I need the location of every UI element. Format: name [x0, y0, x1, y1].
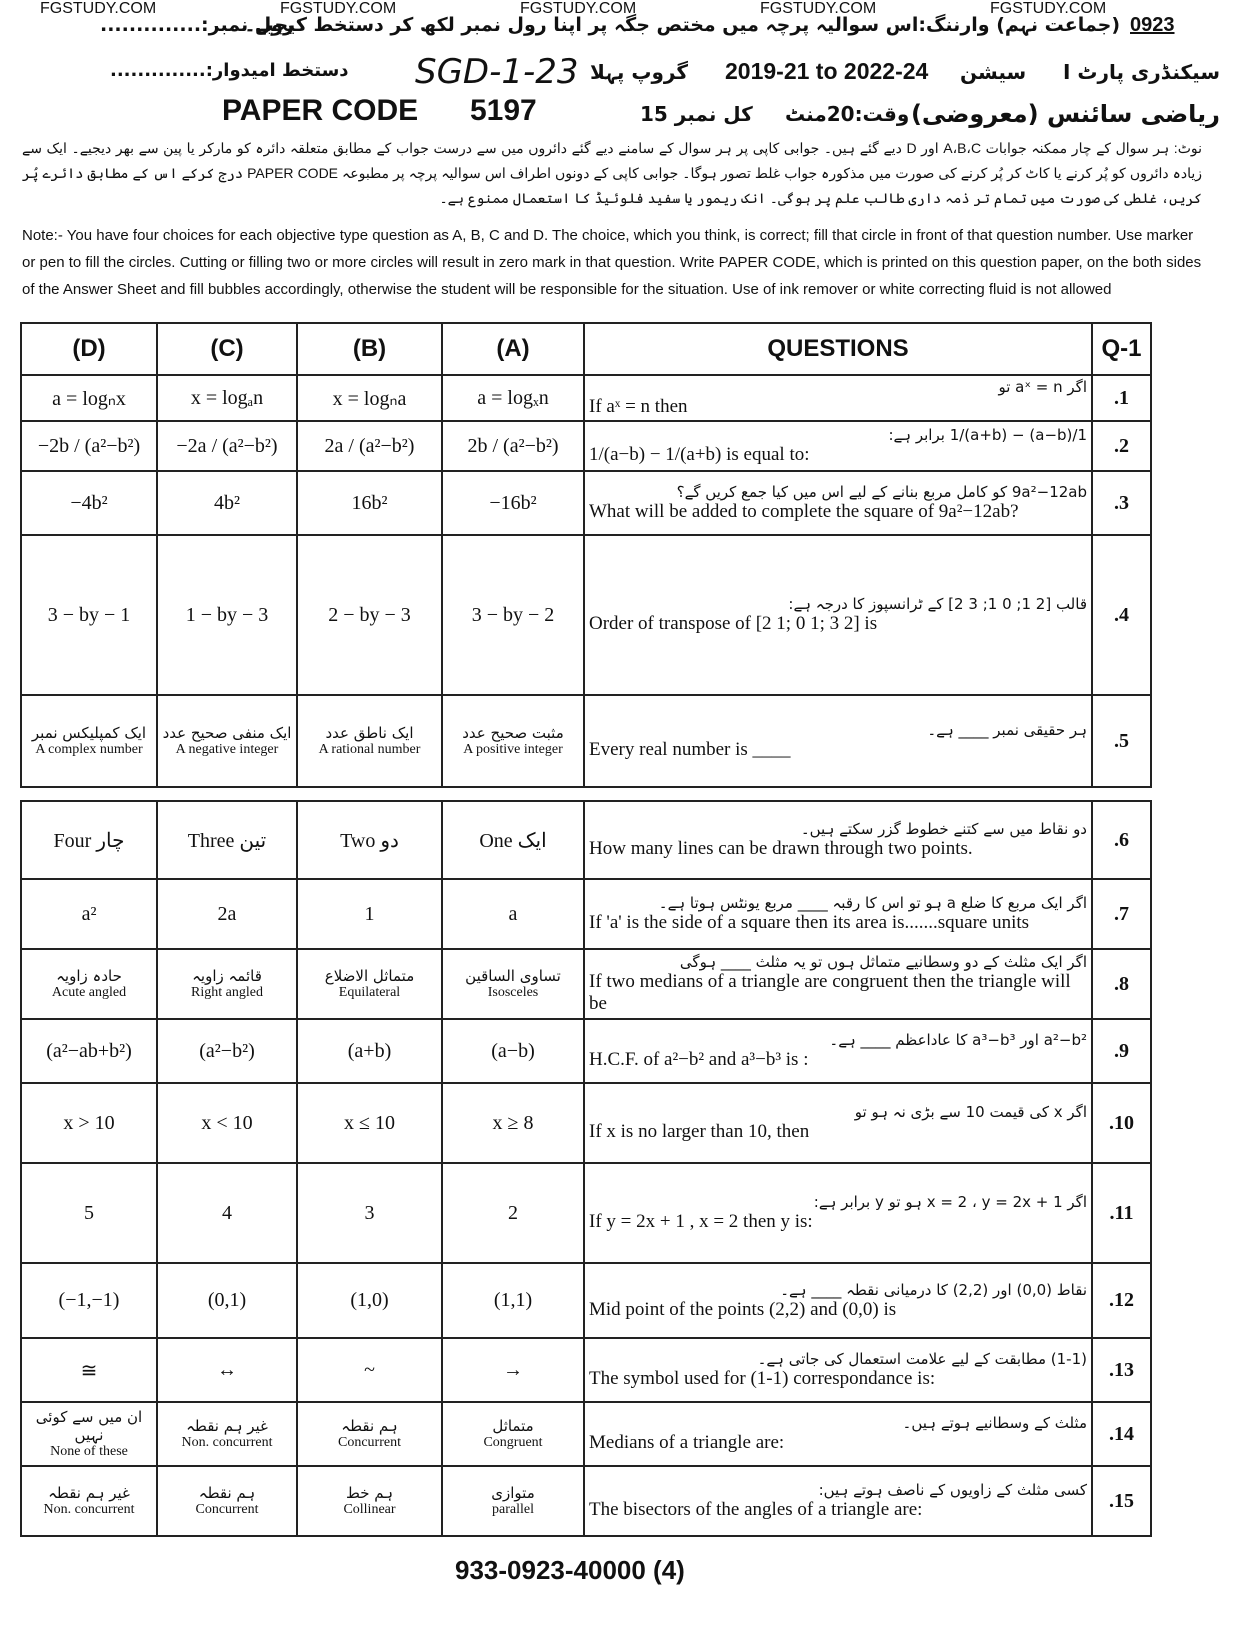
subject-title: ریاضی سائنس (معروضی) — [910, 100, 1220, 128]
option-a-english: Congruent — [483, 1435, 543, 1450]
question-urdu: ہر حقیقی نمبر ____ ہے۔ — [927, 721, 1087, 739]
question-number: .13 — [1092, 1338, 1151, 1402]
option-b — [297, 375, 442, 421]
option-d-text: a² — [81, 902, 97, 925]
option-a — [442, 375, 584, 421]
option-c-text: 2a — [217, 902, 237, 925]
option-d — [21, 879, 157, 949]
question-row — [21, 1019, 1151, 1083]
option-d — [21, 375, 157, 421]
question-text — [584, 1019, 1092, 1083]
question-urdu: قالب [2 1; 0 1; 3 2] کے ٹرانسپوز کا درجہ ہے: — [788, 595, 1087, 613]
column-b-header: (B) — [297, 323, 442, 375]
watermark: FGSTUDY.COM — [760, 0, 877, 17]
question-number: .14 — [1092, 1402, 1151, 1466]
option-d-text: Four چار — [53, 829, 125, 852]
question-english: Every real number is ____ — [589, 739, 791, 760]
option-c — [157, 1466, 297, 1536]
option-b-english: A rational number — [318, 742, 421, 757]
session-years: 2019-21 to 2022-24 — [725, 58, 929, 84]
question-urdu: a²−b² اور a³−b³ کا عاداعظم ____ ہے۔ — [829, 1031, 1087, 1049]
option-d-text: (−1,−1) — [58, 1289, 120, 1311]
footer-code: 933-0923-40000 (4) — [455, 1555, 685, 1585]
handwritten-code: SGD-1-23 — [415, 52, 579, 92]
option-a — [442, 471, 584, 535]
question-urdu: اگر aˣ = n تو — [998, 378, 1087, 396]
question-row — [21, 1466, 1151, 1536]
option-a — [442, 1402, 584, 1466]
total-marks: کل نمبر 15 — [640, 102, 753, 126]
option-c-urdu: غیر ہم نقطہ — [186, 1417, 268, 1435]
option-a-text: → — [503, 1358, 523, 1381]
option-b — [297, 695, 442, 787]
question-number: .2 — [1092, 421, 1151, 471]
option-b-text: x = logₙa — [332, 387, 407, 410]
option-d — [21, 1466, 157, 1536]
option-a — [442, 1338, 584, 1402]
option-a-urdu: متماثل — [492, 1417, 534, 1435]
time-allowed: وقت:20منٹ — [785, 102, 910, 126]
instructions-urdu: نوٹ: ہر سوال کے چار ممکنہ جوابات A،B،C اور D دیے گئے ہیں۔ جوابی کاپی پر ہر سوال کے سامنے دیے گئے دائروں میں سے درست جواب کے مطابق متعلقہ دائرہ کو مارکر یا پین سے بھر دیجیے۔ ایک سے زیادہ دائروں کو پُر کرنے یا کاٹ کر پُر کرنے کی صورت میں مذکورہ جواب غلط تصور ہوگا۔ جوابی کاپی کے دونوں اطراف اس سوالیہ پرچہ پر مطبوعہ PAPER CODE درج کرکے اس کے مطابق دائرے پُر کریں، غلطی کی صورت میں تمام تر ذمہ داری طالب علم پر ہوگی۔ انک ریمور یا سفید فلوئیڈ کا استعمال ممنوع ہے۔ — [22, 140, 1202, 206]
option-a-text: −16b² — [489, 491, 537, 514]
option-d — [21, 471, 157, 535]
question-text — [584, 421, 1092, 471]
option-d-text: 5 — [84, 1201, 94, 1224]
option-c — [157, 1083, 297, 1163]
question-text — [584, 695, 1092, 787]
question-row — [21, 1163, 1151, 1263]
option-d-english: Non. concurrent — [43, 1502, 135, 1517]
option-a-text: a — [508, 902, 518, 925]
option-a-english: Isosceles — [487, 985, 539, 1000]
question-english: 1/(a−b) − 1/(a+b) is equal to: — [589, 444, 810, 465]
instructions-english: Note:- You have four choices for each objective type question as A, B, C and D. The choice, which you think, is correct; fill that circle in front of that question number. Use marker or pen to fill the circles. Cutting or filling two or more circles will result in zero mark in that question. Write PAPER CODE, which is printed on this question paper, on the both sides of the Answer Sheet and fill bubbles accordingly, otherwise the student will be responsible for the situation. Use of ink remover or white correcting fluid is not allowed — [22, 227, 1202, 298]
question-urdu: اگر ایک مربع کا ضلع a ہو تو اس کا رقبہ ____ مربع یونٹس ہوتا ہے۔ — [658, 894, 1087, 912]
paper-code: 5197 — [470, 94, 537, 127]
question-row — [21, 535, 1151, 695]
option-c-urdu: ہم نقطہ — [198, 1484, 256, 1502]
question-english: Order of transpose of [2 1; 0 1; 3 2] is — [589, 613, 878, 634]
option-b-urdu: متماثل الاضلاع — [324, 967, 415, 985]
option-b — [297, 949, 442, 1019]
option-d — [21, 801, 157, 879]
paper-code-label: PAPER CODE — [222, 94, 419, 127]
option-b-text: ~ — [364, 1358, 375, 1381]
question-number-header: Q-1 — [1092, 323, 1151, 375]
watermark: FGSTUDY.COM — [520, 0, 637, 17]
option-c — [157, 535, 297, 695]
column-a-header: (A) — [442, 323, 584, 375]
table-header-row — [21, 323, 1151, 375]
option-c-english: Concurrent — [195, 1502, 259, 1517]
option-c-text: Three تین — [187, 829, 267, 852]
question-english: If x is no larger than 10, then — [589, 1121, 810, 1142]
option-a-urdu: مثبت صحیح عدد — [462, 724, 564, 742]
watermark: FGSTUDY.COM — [280, 0, 397, 17]
option-c — [157, 471, 297, 535]
option-a — [442, 879, 584, 949]
question-row — [21, 1402, 1151, 1466]
question-text — [584, 1466, 1092, 1536]
question-english: If aˣ = n then — [589, 396, 688, 417]
option-a — [442, 695, 584, 787]
option-a — [442, 1163, 584, 1263]
option-b-urdu: ایک ناطق عدد — [325, 724, 414, 742]
question-urdu: دو نقاط میں سے کتنے خطوط گزر سکتے ہیں۔ — [800, 820, 1087, 838]
question-text — [584, 949, 1092, 1019]
option-b-text: 16b² — [351, 491, 388, 514]
option-b — [297, 879, 442, 949]
question-row — [21, 801, 1151, 879]
option-c — [157, 801, 297, 879]
option-b — [297, 801, 442, 879]
option-d-urdu: ایک کمپلیکس نمبر — [31, 724, 147, 742]
question-text — [584, 1263, 1092, 1338]
watermark: FGSTUDY.COM — [40, 0, 157, 17]
option-d-english: Acute angled — [51, 985, 127, 1000]
option-a-text: 2b / (a²−b²) — [467, 434, 559, 457]
option-d — [21, 1338, 157, 1402]
question-number: .3 — [1092, 471, 1151, 535]
option-d-english: A complex number — [35, 742, 143, 757]
option-a-urdu: تساوی الساقین — [465, 967, 561, 985]
option-c — [157, 879, 297, 949]
option-d — [21, 1263, 157, 1338]
question-row — [21, 1338, 1151, 1402]
option-d — [21, 1163, 157, 1263]
candidate-signature-field: دستخط امیدوار:.............. — [110, 60, 349, 81]
question-number: .4 — [1092, 535, 1151, 695]
option-a — [442, 1263, 584, 1338]
question-urdu: اگر x کی قیمت 10 سے بڑی نہ ہو تو — [854, 1103, 1087, 1121]
question-number: .15 — [1092, 1466, 1151, 1536]
column-c-header: (C) — [157, 323, 297, 375]
roll-number-field: رول نمبر:.............. — [100, 14, 294, 36]
option-a-urdu: متوازی — [491, 1484, 535, 1502]
question-text — [584, 1338, 1092, 1402]
option-b — [297, 535, 442, 695]
question-english: What will be added to complete the square of 9a²−12ab? — [589, 501, 1019, 522]
option-b-text: (1,0) — [350, 1289, 389, 1311]
option-a-text: a = logₓn — [477, 386, 549, 409]
option-b-urdu: ہم خط — [345, 1484, 394, 1502]
question-text — [584, 471, 1092, 535]
question-text — [584, 1402, 1092, 1466]
option-d-text: (a²−ab+b²) — [46, 1039, 132, 1062]
option-d — [21, 535, 157, 695]
question-urdu: اگر ایک مثلث کے دو وسطانیے متماثل ہوں تو یہ مثلث ____ ہوگی — [679, 953, 1087, 971]
option-b — [297, 1338, 442, 1402]
question-english: Mid point of the points (2,2) and (0,0) is — [589, 1298, 897, 1320]
option-b-text: 2a / (a²−b²) — [324, 434, 415, 457]
option-c — [157, 1019, 297, 1083]
questions-table-1 — [20, 322, 1152, 788]
question-number: .11 — [1092, 1163, 1151, 1263]
question-row — [21, 421, 1151, 471]
question-english: How many lines can be drawn through two points. — [589, 838, 973, 859]
option-c-text: x < 10 — [201, 1111, 253, 1134]
question-text — [584, 879, 1092, 949]
option-c-urdu: ایک منفی صحیح عدد — [162, 724, 292, 742]
option-b-text: 2 − by − 3 — [328, 603, 411, 626]
option-d — [21, 1019, 157, 1083]
option-b-urdu: ہم نقطہ — [341, 1417, 398, 1435]
option-c — [157, 949, 297, 1019]
option-a — [442, 1019, 584, 1083]
option-a — [442, 421, 584, 471]
option-d — [21, 949, 157, 1019]
group-label: گروپ پہلا — [590, 60, 688, 84]
questions-header: QUESTIONS — [584, 323, 1092, 375]
option-a-text: 2 — [508, 1201, 518, 1224]
question-urdu: کسی مثلث کے زاویوں کے ناصف ہوتے ہیں: — [818, 1481, 1087, 1499]
questions-table-2 — [20, 800, 1152, 1537]
question-number: .10 — [1092, 1083, 1151, 1163]
option-a — [442, 1083, 584, 1163]
option-b-text: Two دو — [340, 829, 399, 852]
option-c — [157, 695, 297, 787]
option-b-text: (a+b) — [347, 1039, 392, 1062]
column-d-header: (D) — [21, 323, 157, 375]
question-english: If y = 2x + 1 , x = 2 then y is: — [589, 1211, 813, 1232]
option-a — [442, 949, 584, 1019]
question-urdu: (1-1) مطابقت کے لیے علامت استعمال کی جاتی ہے۔ — [757, 1350, 1087, 1368]
option-c — [157, 1402, 297, 1466]
question-number: .7 — [1092, 879, 1151, 949]
option-c — [157, 1163, 297, 1263]
option-a-text: (1,1) — [493, 1289, 533, 1311]
question-english: The bisectors of the angles of a triangle are: — [589, 1499, 923, 1520]
option-b-english: Collinear — [343, 1502, 396, 1517]
question-number: .8 — [1092, 949, 1151, 1019]
question-number: .5 — [1092, 695, 1151, 787]
question-text — [584, 535, 1092, 695]
option-c-text: 4 — [222, 1201, 232, 1224]
option-d — [21, 695, 157, 787]
option-b — [297, 1402, 442, 1466]
question-number: .12 — [1092, 1263, 1151, 1338]
question-english: The symbol used for (1-1) correspondance is: — [589, 1368, 936, 1389]
option-c-urdu: قائمہ زاویہ — [192, 967, 262, 985]
option-b-text: 3 — [364, 1201, 375, 1224]
option-d-text: −2b / (a²−b²) — [37, 434, 141, 457]
question-row — [21, 1263, 1151, 1338]
option-d-urdu: ان میں سے کوئی نہیں — [35, 1408, 143, 1444]
option-c-text: (0,1) — [207, 1289, 247, 1311]
option-b — [297, 1466, 442, 1536]
question-number: .1 — [1092, 375, 1151, 421]
option-d-text: 3 − by − 1 — [47, 603, 131, 626]
question-row — [21, 375, 1151, 421]
option-d-text: −4b² — [70, 491, 108, 514]
option-a-english: A positive integer — [463, 742, 563, 757]
option-a-english: parallel — [492, 1502, 534, 1517]
question-text — [584, 1083, 1092, 1163]
class-warning: (جماعت نہم) وارننگ:اس سوالیہ پرچہ میں مختص جگہ پر اپنا رول نمبر لکھ کر دستخط کیجیے۔ — [244, 14, 1120, 36]
option-c-english: A negative integer — [175, 742, 279, 757]
question-english: If 'a' is the side of a square then its area is.......square units — [589, 912, 1030, 933]
question-row — [21, 1083, 1151, 1163]
option-b-text: 1 — [364, 902, 375, 925]
option-a-text: One ایک — [479, 829, 547, 852]
watermark: FGSTUDY.COM — [990, 0, 1107, 17]
option-c-text: −2a / (a²−b²) — [176, 434, 278, 457]
part-label: سیکنڈری پارٹ I — [1062, 60, 1220, 84]
option-c-text: ↔ — [217, 1358, 237, 1381]
option-a — [442, 535, 584, 695]
option-b — [297, 471, 442, 535]
question-row — [21, 471, 1151, 535]
question-english: If two medians of a triangle are congruent then the triangle will be — [589, 971, 1071, 1014]
question-text — [584, 375, 1092, 421]
question-text — [584, 801, 1092, 879]
option-c-text: (a²−b²) — [199, 1039, 255, 1062]
option-a — [442, 801, 584, 879]
option-d-urdu: غیر ہم نقطہ — [48, 1484, 130, 1502]
question-number: .9 — [1092, 1019, 1151, 1083]
option-c — [157, 1338, 297, 1402]
option-c — [157, 375, 297, 421]
session-label: سیشن — [960, 60, 1027, 84]
option-a-text: 3 − by − 2 — [471, 603, 555, 626]
question-urdu: 1/(a−b) − 1/(a+b) برابر ہے: — [888, 426, 1087, 444]
question-urdu: 9a²−12ab کو کامل مربع بنانے کے لیے اس میں کیا جمع کریں گے؟ — [676, 483, 1087, 501]
option-b — [297, 1163, 442, 1263]
question-english: H.C.F. of a²−b² and a³−b³ is : — [589, 1049, 809, 1070]
question-urdu: اگر x = 2 ، y = 2x + 1 ہو تو y برابر ہے: — [813, 1193, 1087, 1211]
option-c-text: x = logₐn — [190, 386, 264, 409]
option-c — [157, 1263, 297, 1338]
option-c-english: Non. concurrent — [181, 1435, 273, 1450]
option-c-text: 4b² — [214, 491, 240, 514]
question-text — [584, 1163, 1092, 1263]
option-c-english: Right angled — [191, 985, 263, 1000]
option-d-text: ≅ — [80, 1359, 98, 1382]
option-d — [21, 1402, 157, 1466]
option-c — [157, 421, 297, 471]
option-b — [297, 421, 442, 471]
option-b-text: x ≤ 10 — [344, 1111, 395, 1134]
option-d-text: x > 10 — [63, 1111, 115, 1134]
option-c-text: 1 − by − 3 — [185, 603, 269, 626]
option-b — [297, 1083, 442, 1163]
question-row — [21, 949, 1151, 1019]
question-urdu: مثلث کے وسطانیے ہوتے ہیں۔ — [902, 1414, 1087, 1432]
option-d-english: None of these — [50, 1444, 128, 1459]
option-d-text: a = logₙx — [52, 387, 126, 410]
option-d — [21, 421, 157, 471]
option-a-text: (a−b) — [491, 1039, 535, 1062]
question-urdu: نقاط (0,0) اور (2,2) کا درمیانی نقطہ ____ ہے۔ — [780, 1280, 1087, 1299]
option-b — [297, 1263, 442, 1338]
option-d-urdu: حادہ زاویہ — [56, 967, 122, 985]
question-number: .6 — [1092, 801, 1151, 879]
question-english: Medians of a triangle are: — [589, 1432, 785, 1453]
option-a-text: x ≥ 8 — [492, 1111, 534, 1134]
question-row — [21, 879, 1151, 949]
option-b — [297, 1019, 442, 1083]
option-a — [442, 1466, 584, 1536]
question-row — [21, 695, 1151, 787]
option-b-english: Concurrent — [338, 1435, 401, 1450]
option-b-english: Equilateral — [338, 985, 401, 1000]
class-code: 0923 — [1130, 14, 1175, 36]
option-d — [21, 1083, 157, 1163]
